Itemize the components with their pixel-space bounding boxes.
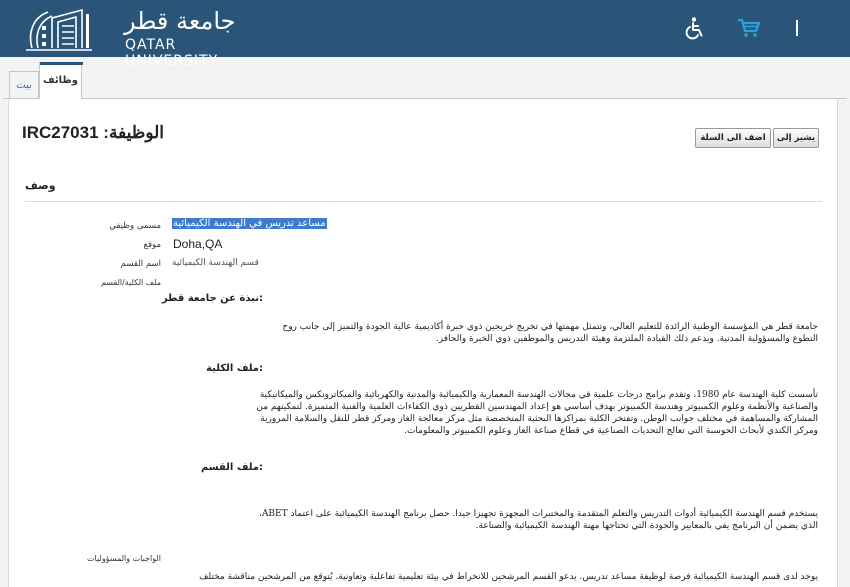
logo-arabic-text: جامعة قطر bbox=[124, 7, 236, 35]
department-value: قسم الهندسة الكيميائية bbox=[172, 258, 259, 268]
college-line-3: المشاركة والمساهمة في مختلف جوانب الوطن. وتفتخر الكلية بمراكزها البحثية المتخصصة مثل مركز معالجة الغاز ومركز قطر للنقل والسلامة المرورية bbox=[260, 414, 818, 424]
department-line-2: الذي يضمن أن البرنامج يفي بالمعايير والجودة التي تحتاجها مهنة الهندسة الكيميائية والصناعة. bbox=[475, 521, 818, 531]
department-heading: ملف القسم: bbox=[200, 462, 263, 473]
college-profile-label: ملف الكلية/القسم bbox=[100, 278, 161, 287]
duties-line-1: يوجد لدى قسم الهندسة الكيميائية فرصة لوظيفة مساعد تدريس. يدعو القسم المرشحين للانخراط في بيئة تعليمية تفاعلية وتعاونية. يُتوقع من المرشحين مناقشة مختلف bbox=[199, 572, 818, 582]
college-line-1: تأسست كلية الهندسة عام 1980، وتقدم برامج درجات علمية في مجالات الهندسة المعمارية والكيميائية والمدنية والكهربائية والميكاترونكس والميكانيكية bbox=[259, 390, 818, 400]
location-label: موقع bbox=[143, 240, 161, 250]
qatar-university-logo[interactable] bbox=[22, 4, 242, 69]
section-title-description: وصف bbox=[25, 179, 56, 192]
job-details-panel bbox=[8, 99, 838, 587]
tab-home-label: بيت bbox=[16, 79, 32, 91]
tab-bar bbox=[3, 61, 847, 99]
tab-jobs-label: وظائف bbox=[42, 75, 79, 86]
share-button[interactable]: يشير إلى bbox=[773, 128, 819, 148]
header-separator bbox=[796, 20, 798, 36]
department-label: اسم القسم bbox=[120, 259, 161, 269]
college-heading: ملف الكلية: bbox=[206, 363, 263, 374]
logo-english-text: QATAR UNIVERSITY bbox=[125, 37, 219, 69]
university-emblem-icon bbox=[22, 4, 96, 54]
site-header bbox=[0, 0, 850, 69]
page-title: الوظيفة: IRC27031 bbox=[22, 123, 165, 142]
tab-jobs[interactable] bbox=[39, 62, 82, 99]
section-divider bbox=[25, 201, 822, 202]
job-title-label: مسمى وظيفي bbox=[109, 221, 161, 231]
about-qu-line-2: التطوع والمسؤولية المدنية. ويدعم ذلك القيادة الملتزمة وهيئة التدريس والموظفين ذوي الخبرة والحافز. bbox=[435, 334, 818, 344]
department-line-1: يستخدم قسم الهندسة الكيميائية أدوات التدريس والتعلم المتقدمة والمختبرات المجهزة تجهيزا جيدا. حصل برنامج الهندسة الكيميائية على اعتماد ABET، bbox=[259, 509, 818, 519]
college-line-2: والصناعية والأنظمة وعلوم الكمبيوتر وهندسة الكمبيوتر بهدف أساسي هو إعداد المهندسين القطريين ذوي الكفاءات العلمية والفنية المتميزة. لتمكينهم من bbox=[256, 402, 818, 412]
job-title-value: مساعد تدريس في الهندسة الكيميائية bbox=[173, 218, 326, 229]
shopping-cart-icon[interactable] bbox=[737, 16, 761, 40]
tab-home[interactable] bbox=[9, 71, 39, 99]
about-qu-line-1: جامعة قطر هي المؤسسة الوطنية الرائدة للتعليم العالي، وتتمثل مهمتها في تخريج خريجين ذوي خبرة أكاديمية عالية الجودة والتميز إلى جانب روح bbox=[282, 322, 818, 332]
about-qu-heading: نبذة عن جامعة قطر: bbox=[161, 293, 263, 304]
duties-label: الواجبات والمسؤوليات bbox=[87, 554, 161, 563]
wheelchair-icon[interactable] bbox=[682, 16, 706, 40]
add-to-cart-button[interactable]: اضف الى السلة bbox=[695, 128, 771, 148]
location-value: Doha,QA bbox=[173, 237, 223, 251]
college-line-4: ومركز الكندي لأبحاث الحوسبة التي تعالج التحديات الصناعية في قطاع صناعة الغاز وعلوم الكمبيوتر والمعلومات. bbox=[404, 426, 818, 436]
